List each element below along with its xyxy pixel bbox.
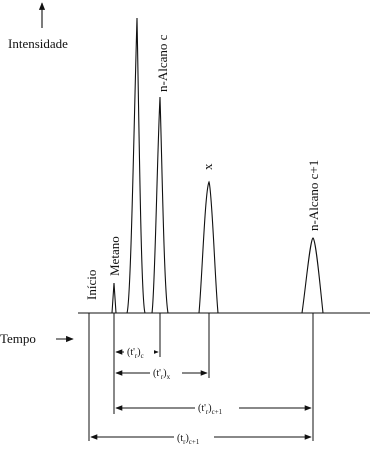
- methane-label: Metano: [107, 236, 122, 276]
- interval-total-label: $(t_r)_{c+1}$: [177, 433, 200, 446]
- interval-x-label: $(t'_r)_x$: [153, 368, 171, 381]
- start-label: Início: [84, 269, 99, 300]
- unknown-x-peak: [195, 182, 222, 313]
- alkane-c-peak: [148, 97, 172, 313]
- alkane-c-label: n-Alcano c: [155, 34, 170, 92]
- interval-c-label: $(t'_r)_c$: [127, 347, 144, 360]
- interval-c1-label: $(t'_r)_{c+1}$: [198, 403, 223, 416]
- alkane-c1-peak: [298, 238, 328, 313]
- methane-peak: [108, 283, 120, 313]
- air-peak: [120, 18, 150, 313]
- x-axis-label: Tempo: [0, 331, 36, 346]
- unknown-x-label: x: [200, 163, 215, 170]
- y-axis-label: Intensidade: [8, 36, 68, 51]
- alkane-c1-label: n-Alcano c+1: [306, 159, 321, 231]
